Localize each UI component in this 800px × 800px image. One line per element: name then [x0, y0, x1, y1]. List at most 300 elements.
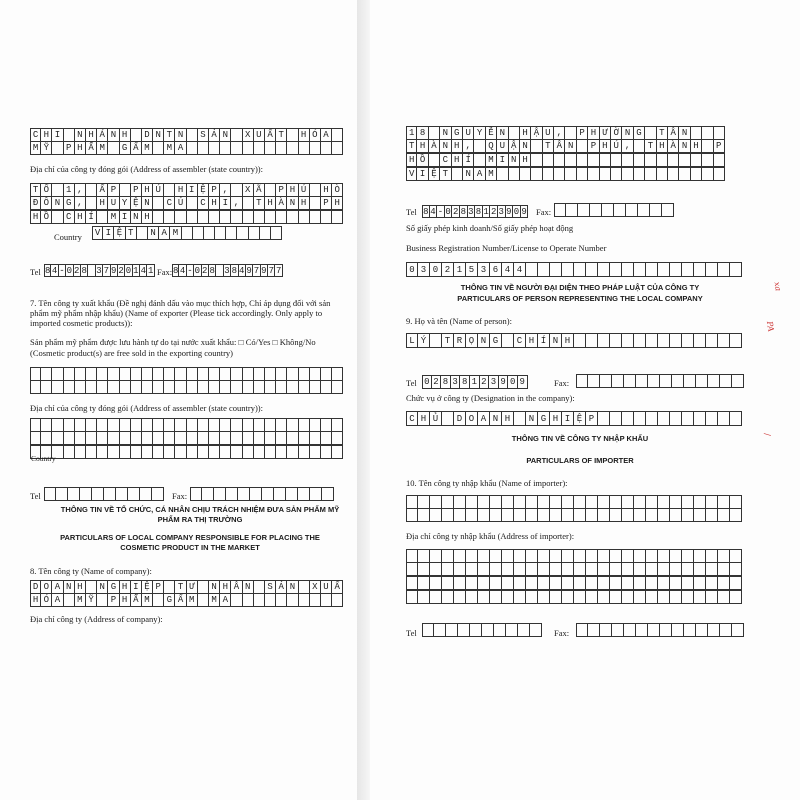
char-box[interactable]: [520, 153, 531, 167]
char-box[interactable]: [406, 562, 418, 576]
char-box[interactable]: [497, 167, 508, 181]
char-box[interactable]: [231, 380, 242, 394]
char-box[interactable]: [131, 380, 142, 394]
char-box[interactable]: [694, 576, 706, 590]
char-box[interactable]: [310, 210, 321, 224]
char-box[interactable]: [574, 549, 586, 563]
char-box[interactable]: [478, 411, 490, 426]
char-box[interactable]: [662, 203, 674, 217]
char-box[interactable]: [215, 226, 226, 240]
char-box[interactable]: [172, 264, 179, 277]
char-box[interactable]: [566, 203, 578, 217]
char-box[interactable]: [209, 418, 220, 432]
char-box[interactable]: [466, 411, 478, 426]
char-box[interactable]: [694, 333, 706, 348]
char-box[interactable]: [194, 264, 201, 277]
char-box[interactable]: [452, 205, 460, 218]
char-box[interactable]: [574, 590, 586, 604]
char-box[interactable]: [287, 593, 298, 607]
char-box[interactable]: [577, 126, 588, 140]
char-box[interactable]: [86, 210, 97, 224]
char-box[interactable]: [286, 487, 298, 501]
char-box[interactable]: [276, 580, 287, 594]
char-box[interactable]: [198, 210, 209, 224]
char-box[interactable]: [310, 580, 321, 594]
char-box[interactable]: [299, 418, 310, 432]
char-box[interactable]: [287, 210, 298, 224]
char-box[interactable]: [610, 495, 622, 509]
char-box[interactable]: [406, 262, 418, 277]
char-box[interactable]: [679, 153, 690, 167]
char-box[interactable]: [636, 374, 648, 388]
char-box[interactable]: [321, 141, 332, 155]
char-box[interactable]: [670, 508, 682, 522]
char-box[interactable]: [332, 445, 343, 459]
char-box[interactable]: [202, 487, 214, 501]
char-box[interactable]: [231, 418, 242, 432]
char-box[interactable]: [578, 203, 590, 217]
char-box[interactable]: [417, 167, 428, 181]
char-box[interactable]: [706, 576, 718, 590]
char-box[interactable]: [440, 126, 451, 140]
char-box[interactable]: [638, 203, 650, 217]
char-box[interactable]: [220, 593, 231, 607]
char-box[interactable]: [586, 576, 598, 590]
char-box[interactable]: [243, 367, 254, 381]
char-box[interactable]: [120, 367, 131, 381]
char-box[interactable]: [612, 623, 624, 637]
char-box[interactable]: [502, 590, 514, 604]
char-box[interactable]: [64, 210, 75, 224]
char-box[interactable]: [470, 375, 480, 389]
char-box[interactable]: [634, 549, 646, 563]
char-box[interactable]: [718, 508, 730, 522]
char-box[interactable]: [41, 380, 52, 394]
char-box[interactable]: [670, 590, 682, 604]
char-box[interactable]: [730, 562, 742, 576]
char-box[interactable]: [650, 203, 662, 217]
char-box[interactable]: [418, 590, 430, 604]
char-box[interactable]: [577, 139, 588, 153]
char-box[interactable]: [684, 623, 696, 637]
char-box[interactable]: [86, 367, 97, 381]
char-box[interactable]: [103, 264, 110, 277]
char-box[interactable]: [41, 196, 52, 210]
char-box[interactable]: [92, 487, 104, 501]
char-box[interactable]: [231, 264, 238, 277]
char-box[interactable]: [75, 196, 86, 210]
char-box[interactable]: [64, 367, 75, 381]
char-box[interactable]: [226, 226, 237, 240]
char-box[interactable]: [502, 411, 514, 426]
char-box[interactable]: [187, 128, 198, 142]
char-box[interactable]: [702, 139, 713, 153]
char-box[interactable]: [271, 226, 282, 240]
char-box[interactable]: [429, 167, 440, 181]
char-box[interactable]: [131, 141, 142, 155]
char-box[interactable]: [514, 549, 526, 563]
char-box[interactable]: [577, 167, 588, 181]
char-box[interactable]: [490, 562, 502, 576]
char-box[interactable]: [538, 495, 550, 509]
char-box[interactable]: [265, 183, 276, 197]
char-box[interactable]: [30, 183, 41, 197]
char-box[interactable]: [310, 128, 321, 142]
char-box[interactable]: [612, 374, 624, 388]
char-box[interactable]: [478, 576, 490, 590]
char-box[interactable]: [526, 495, 538, 509]
char-box[interactable]: [142, 128, 153, 142]
char-box[interactable]: [660, 374, 672, 388]
char-box[interactable]: [287, 196, 298, 210]
char-box[interactable]: [600, 126, 611, 140]
char-box[interactable]: [220, 431, 231, 445]
char-box[interactable]: [442, 495, 454, 509]
char-box[interactable]: [694, 590, 706, 604]
char-box[interactable]: [460, 375, 470, 389]
char-box[interactable]: [262, 487, 274, 501]
char-box[interactable]: [554, 203, 566, 217]
char-box[interactable]: [406, 167, 417, 181]
char-box[interactable]: [694, 262, 706, 277]
char-box[interactable]: [265, 141, 276, 155]
char-box[interactable]: [265, 445, 276, 459]
char-box[interactable]: [220, 183, 231, 197]
char-box[interactable]: [418, 333, 430, 348]
char-box[interactable]: [187, 431, 198, 445]
char-box[interactable]: [550, 549, 562, 563]
char-box[interactable]: [440, 139, 451, 153]
char-box[interactable]: [254, 418, 265, 432]
char-box[interactable]: [86, 580, 97, 594]
char-box[interactable]: [66, 264, 73, 277]
char-box[interactable]: [610, 508, 622, 522]
char-box[interactable]: [220, 141, 231, 155]
char-box[interactable]: [645, 139, 656, 153]
char-box[interactable]: [463, 153, 474, 167]
char-box[interactable]: [509, 139, 520, 153]
char-box[interactable]: [254, 593, 265, 607]
char-box[interactable]: [64, 128, 75, 142]
char-box[interactable]: [97, 367, 108, 381]
char-box[interactable]: [670, 262, 682, 277]
char-box[interactable]: [657, 167, 668, 181]
char-box[interactable]: [586, 411, 598, 426]
char-box[interactable]: [514, 262, 526, 277]
char-box[interactable]: [445, 205, 453, 218]
char-box[interactable]: [550, 333, 562, 348]
char-box[interactable]: [214, 487, 226, 501]
char-box[interactable]: [131, 580, 142, 594]
char-box[interactable]: [287, 418, 298, 432]
char-box[interactable]: [610, 562, 622, 576]
char-box[interactable]: [718, 562, 730, 576]
char-box[interactable]: [97, 431, 108, 445]
char-box[interactable]: [116, 487, 128, 501]
char-box[interactable]: [706, 495, 718, 509]
char-box[interactable]: [209, 593, 220, 607]
char-box[interactable]: [718, 549, 730, 563]
char-box[interactable]: [417, 126, 428, 140]
char-box[interactable]: [108, 141, 119, 155]
char-box[interactable]: [209, 367, 220, 381]
char-box[interactable]: [442, 333, 454, 348]
char-box[interactable]: [657, 139, 668, 153]
char-box[interactable]: [442, 508, 454, 522]
char-box[interactable]: [714, 139, 725, 153]
char-box[interactable]: [530, 623, 542, 637]
char-box[interactable]: [600, 139, 611, 153]
char-box[interactable]: [153, 418, 164, 432]
char-box[interactable]: [679, 167, 690, 181]
char-box[interactable]: [276, 367, 287, 381]
char-box[interactable]: [164, 580, 175, 594]
char-box[interactable]: [243, 580, 254, 594]
char-box[interactable]: [646, 262, 658, 277]
char-box[interactable]: [531, 126, 542, 140]
char-box[interactable]: [694, 549, 706, 563]
char-box[interactable]: [658, 508, 670, 522]
char-box[interactable]: [175, 580, 186, 594]
char-box[interactable]: [187, 445, 198, 459]
char-box[interactable]: [287, 580, 298, 594]
char-box[interactable]: [514, 411, 526, 426]
char-box[interactable]: [550, 576, 562, 590]
char-box[interactable]: [287, 128, 298, 142]
char-box[interactable]: [586, 508, 598, 522]
char-box[interactable]: [526, 590, 538, 604]
char-box[interactable]: [231, 580, 242, 594]
char-box[interactable]: [96, 264, 103, 277]
char-box[interactable]: [254, 128, 265, 142]
char-box[interactable]: [454, 508, 466, 522]
char-box[interactable]: [44, 487, 56, 501]
char-box[interactable]: [310, 380, 321, 394]
char-box[interactable]: [430, 262, 442, 277]
char-box[interactable]: [133, 264, 140, 277]
char-box[interactable]: [108, 418, 119, 432]
char-box[interactable]: [732, 374, 744, 388]
char-box[interactable]: [406, 153, 417, 167]
char-box[interactable]: [441, 375, 451, 389]
char-box[interactable]: [668, 139, 679, 153]
char-box[interactable]: [598, 508, 610, 522]
char-box[interactable]: [590, 203, 602, 217]
char-box[interactable]: [730, 495, 742, 509]
char-box[interactable]: [646, 590, 658, 604]
char-box[interactable]: [660, 623, 672, 637]
char-box[interactable]: [52, 593, 63, 607]
char-box[interactable]: [108, 580, 119, 594]
char-box[interactable]: [243, 431, 254, 445]
char-box[interactable]: [209, 380, 220, 394]
char-box[interactable]: [543, 153, 554, 167]
char-box[interactable]: [41, 128, 52, 142]
char-box[interactable]: [682, 333, 694, 348]
char-box[interactable]: [187, 367, 198, 381]
char-box[interactable]: [538, 411, 550, 426]
char-box[interactable]: [299, 141, 310, 155]
char-box[interactable]: [454, 262, 466, 277]
char-box[interactable]: [538, 576, 550, 590]
char-box[interactable]: [422, 375, 432, 389]
char-box[interactable]: [86, 141, 97, 155]
char-box[interactable]: [30, 210, 41, 224]
char-box[interactable]: [538, 508, 550, 522]
char-box[interactable]: [41, 418, 52, 432]
char-box[interactable]: [668, 167, 679, 181]
char-box[interactable]: [588, 126, 599, 140]
char-box[interactable]: [187, 141, 198, 155]
char-box[interactable]: [92, 226, 103, 240]
char-box[interactable]: [209, 141, 220, 155]
char-box[interactable]: [682, 549, 694, 563]
char-box[interactable]: [86, 183, 97, 197]
char-box[interactable]: [209, 183, 220, 197]
char-box[interactable]: [645, 167, 656, 181]
char-box[interactable]: [430, 508, 442, 522]
char-box[interactable]: [691, 139, 702, 153]
char-box[interactable]: [187, 264, 194, 277]
char-box[interactable]: [586, 562, 598, 576]
char-box[interactable]: [730, 576, 742, 590]
char-box[interactable]: [610, 333, 622, 348]
char-box[interactable]: [483, 205, 491, 218]
char-box[interactable]: [417, 153, 428, 167]
char-box[interactable]: [179, 264, 186, 277]
char-box[interactable]: [64, 196, 75, 210]
char-box[interactable]: [299, 380, 310, 394]
char-box[interactable]: [198, 128, 209, 142]
char-box[interactable]: [220, 128, 231, 142]
char-box[interactable]: [454, 333, 466, 348]
char-box[interactable]: [209, 210, 220, 224]
char-box[interactable]: [321, 431, 332, 445]
char-box[interactable]: [490, 205, 498, 218]
char-box[interactable]: [198, 196, 209, 210]
char-box[interactable]: [730, 549, 742, 563]
char-box[interactable]: [588, 139, 599, 153]
char-box[interactable]: [153, 196, 164, 210]
char-box[interactable]: [97, 183, 108, 197]
char-box[interactable]: [586, 333, 598, 348]
char-box[interactable]: [332, 141, 343, 155]
char-box[interactable]: [152, 487, 164, 501]
char-box[interactable]: [30, 431, 41, 445]
char-box[interactable]: [526, 262, 538, 277]
char-box[interactable]: [64, 593, 75, 607]
char-box[interactable]: [187, 196, 198, 210]
char-box[interactable]: [321, 210, 332, 224]
char-box[interactable]: [140, 487, 152, 501]
char-box[interactable]: [175, 128, 186, 142]
char-box[interactable]: [598, 411, 610, 426]
char-box[interactable]: [718, 333, 730, 348]
char-box[interactable]: [237, 226, 248, 240]
char-box[interactable]: [682, 495, 694, 509]
char-box[interactable]: [574, 411, 586, 426]
char-box[interactable]: [646, 576, 658, 590]
char-box[interactable]: [646, 411, 658, 426]
char-box[interactable]: [254, 367, 265, 381]
char-box[interactable]: [614, 203, 626, 217]
char-box[interactable]: [75, 128, 86, 142]
char-box[interactable]: [682, 576, 694, 590]
char-box[interactable]: [502, 495, 514, 509]
char-box[interactable]: [243, 418, 254, 432]
char-box[interactable]: [554, 167, 565, 181]
char-box[interactable]: [518, 623, 530, 637]
char-box[interactable]: [198, 183, 209, 197]
char-box[interactable]: [321, 183, 332, 197]
char-box[interactable]: [64, 445, 75, 459]
char-box[interactable]: [672, 623, 684, 637]
char-box[interactable]: [243, 593, 254, 607]
char-box[interactable]: [520, 139, 531, 153]
char-box[interactable]: [182, 226, 193, 240]
char-box[interactable]: [148, 226, 159, 240]
char-box[interactable]: [164, 128, 175, 142]
char-box[interactable]: [75, 431, 86, 445]
char-box[interactable]: [454, 562, 466, 576]
char-box[interactable]: [706, 549, 718, 563]
char-box[interactable]: [153, 593, 164, 607]
char-box[interactable]: [526, 549, 538, 563]
char-box[interactable]: [310, 593, 321, 607]
char-box[interactable]: [554, 153, 565, 167]
char-box[interactable]: [466, 549, 478, 563]
char-box[interactable]: [434, 623, 446, 637]
char-box[interactable]: [120, 196, 131, 210]
char-box[interactable]: [153, 367, 164, 381]
char-box[interactable]: [636, 623, 648, 637]
char-box[interactable]: [86, 196, 97, 210]
char-box[interactable]: [634, 167, 645, 181]
char-box[interactable]: [478, 590, 490, 604]
char-box[interactable]: [209, 580, 220, 594]
char-box[interactable]: [52, 580, 63, 594]
char-box[interactable]: [502, 576, 514, 590]
char-box[interactable]: [565, 153, 576, 167]
char-box[interactable]: [299, 196, 310, 210]
char-box[interactable]: [265, 128, 276, 142]
char-box[interactable]: [265, 380, 276, 394]
char-box[interactable]: [440, 167, 451, 181]
char-box[interactable]: [634, 333, 646, 348]
char-box[interactable]: [497, 126, 508, 140]
char-box[interactable]: [682, 262, 694, 277]
char-box[interactable]: [682, 411, 694, 426]
char-box[interactable]: [430, 562, 442, 576]
char-box[interactable]: [574, 576, 586, 590]
char-box[interactable]: [657, 126, 668, 140]
char-box[interactable]: [714, 126, 725, 140]
char-box[interactable]: [531, 167, 542, 181]
char-box[interactable]: [321, 380, 332, 394]
char-box[interactable]: [634, 495, 646, 509]
char-box[interactable]: [198, 580, 209, 594]
char-box[interactable]: [175, 445, 186, 459]
char-box[interactable]: [490, 411, 502, 426]
char-box[interactable]: [466, 590, 478, 604]
char-box[interactable]: [565, 126, 576, 140]
char-box[interactable]: [41, 141, 52, 155]
char-box[interactable]: [520, 167, 531, 181]
char-box[interactable]: [679, 139, 690, 153]
char-box[interactable]: [64, 183, 75, 197]
char-box[interactable]: [209, 196, 220, 210]
char-box[interactable]: [187, 183, 198, 197]
